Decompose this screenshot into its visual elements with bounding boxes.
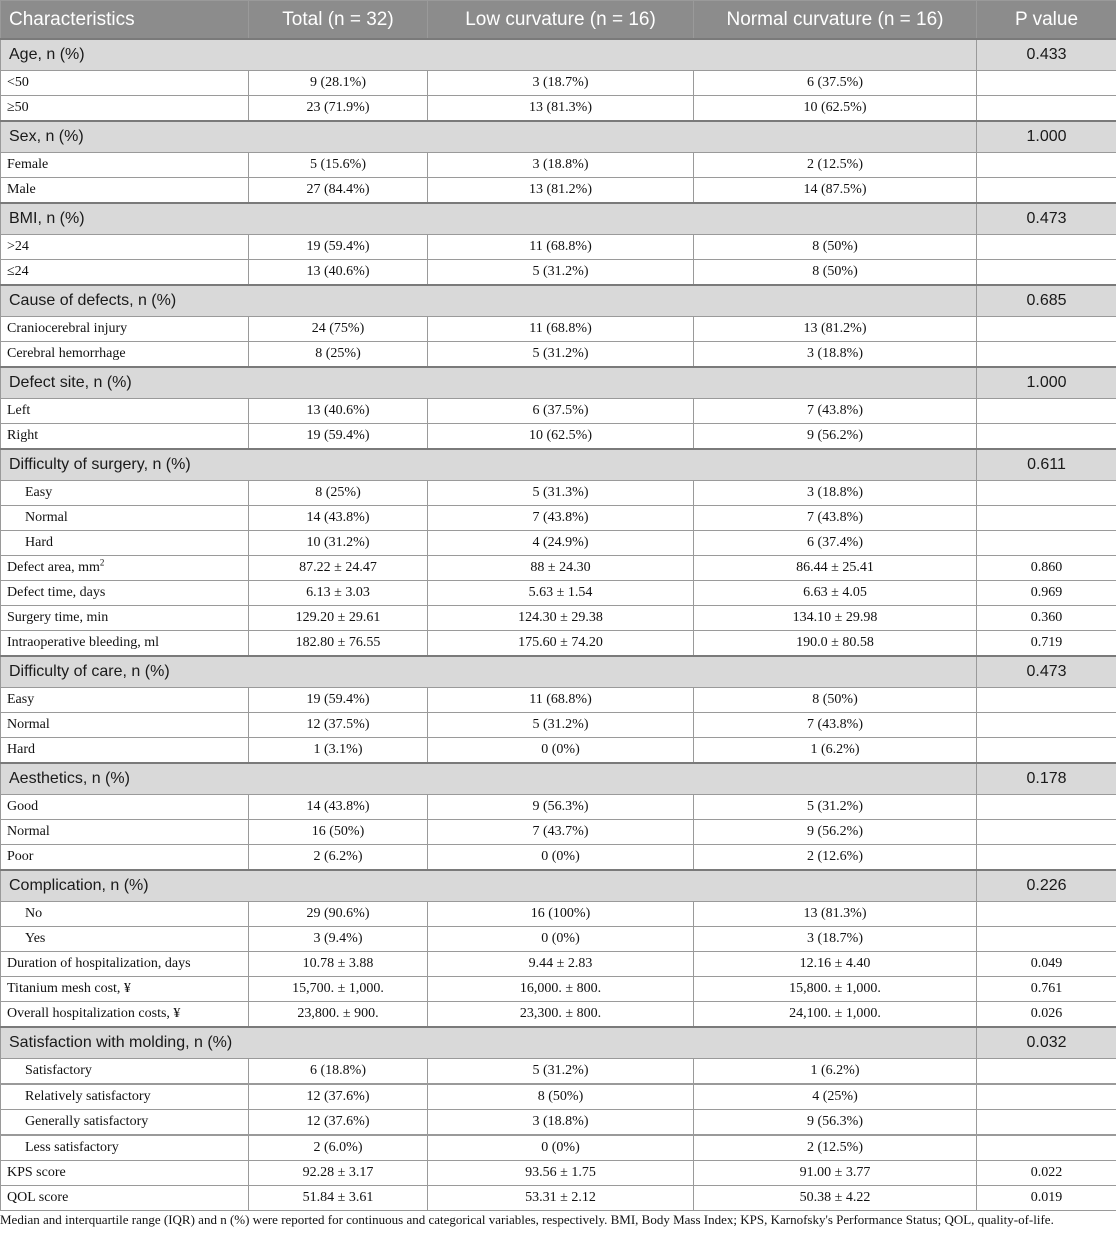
table-row: [1, 260, 1116, 286]
table-row: [1, 1186, 1116, 1211]
total-cell: 182.80 ± 76.55: [249, 631, 428, 657]
row-label-superscript: 2: [99, 557, 105, 568]
row-label-text: Generally satisfactory: [25, 1114, 149, 1129]
p-value-cell: 0.719: [977, 631, 1116, 657]
table-row: [1, 845, 1116, 871]
section-p-value: 0.433: [977, 39, 1116, 71]
row-label: [1, 506, 249, 531]
total-cell: 12 (37.6%): [249, 1110, 428, 1136]
p-value-cell: [977, 820, 1116, 845]
normal-curvature-cell: 7 (43.8%): [694, 506, 977, 531]
section-p-value: 0.032: [977, 1027, 1116, 1059]
p-value-cell: [977, 260, 1116, 286]
total-cell: 24 (75%): [249, 317, 428, 342]
table-row: [1, 631, 1116, 657]
normal-curvature-cell: 8 (50%): [694, 688, 977, 713]
p-value-cell: [977, 845, 1116, 871]
p-value-cell: [977, 531, 1116, 556]
p-value-cell: [977, 342, 1116, 368]
section-row: [1, 203, 1116, 235]
row-label: [1, 1059, 249, 1085]
p-value-cell: 0.026: [977, 1002, 1116, 1028]
section-row: [1, 39, 1116, 71]
row-label: [1, 1135, 249, 1161]
low-curvature-cell: 5.63 ± 1.54: [428, 581, 694, 606]
row-label-text: Poor: [7, 849, 34, 864]
row-label-text: Easy: [7, 692, 35, 707]
low-curvature-cell: 0 (0%): [428, 845, 694, 871]
p-value-cell: [977, 1084, 1116, 1110]
total-cell: 10.78 ± 3.88: [249, 952, 428, 977]
low-curvature-cell: 5 (31.2%): [428, 1059, 694, 1085]
total-cell: 51.84 ± 3.61: [249, 1186, 428, 1211]
p-value-cell: 0.022: [977, 1161, 1116, 1186]
table-row: [1, 606, 1116, 631]
p-value-cell: 0.969: [977, 581, 1116, 606]
section-row: [1, 870, 1116, 902]
p-value-cell: [977, 795, 1116, 820]
section-label: Difficulty of surgery, n (%): [1, 449, 977, 481]
row-label: [1, 260, 249, 286]
total-cell: 15,700. ± 1,000.: [249, 977, 428, 1002]
row-label-text: Surgery time, min: [7, 610, 109, 625]
header-total: Total (n = 32): [249, 1, 428, 40]
normal-curvature-cell: 9 (56.2%): [694, 424, 977, 450]
total-cell: 19 (59.4%): [249, 688, 428, 713]
low-curvature-cell: 7 (43.8%): [428, 506, 694, 531]
normal-curvature-cell: 2 (12.5%): [694, 153, 977, 178]
section-p-value: 0.473: [977, 203, 1116, 235]
row-label-text: Defect area, mm: [7, 560, 100, 575]
p-value-cell: [977, 424, 1116, 450]
low-curvature-cell: 88 ± 24.30: [428, 556, 694, 581]
low-curvature-cell: 13 (81.3%): [428, 96, 694, 122]
row-label-text: Intraoperative bleeding, ml: [7, 635, 159, 650]
header-row: [1, 1, 1116, 40]
row-label: [1, 178, 249, 204]
row-label: [1, 481, 249, 506]
p-value-cell: [977, 902, 1116, 927]
total-cell: 23 (71.9%): [249, 96, 428, 122]
section-row: [1, 656, 1116, 688]
low-curvature-cell: 9 (56.3%): [428, 795, 694, 820]
table-row: [1, 506, 1116, 531]
table-row: [1, 342, 1116, 368]
row-label-text: Cerebral hemorrhage: [7, 346, 126, 361]
total-cell: 16 (50%): [249, 820, 428, 845]
low-curvature-cell: 11 (68.8%): [428, 688, 694, 713]
p-value-cell: [977, 481, 1116, 506]
row-label: [1, 556, 249, 581]
table-row: [1, 481, 1116, 506]
low-curvature-cell: 11 (68.8%): [428, 235, 694, 260]
row-label: [1, 153, 249, 178]
total-cell: 8 (25%): [249, 342, 428, 368]
row-label-text: Female: [7, 157, 49, 172]
low-curvature-cell: 3 (18.7%): [428, 71, 694, 96]
low-curvature-cell: 4 (24.9%): [428, 531, 694, 556]
low-curvature-cell: 11 (68.8%): [428, 317, 694, 342]
low-curvature-cell: 5 (31.3%): [428, 481, 694, 506]
row-label: [1, 399, 249, 424]
table-row: [1, 977, 1116, 1002]
p-value-cell: [977, 71, 1116, 96]
table-row: [1, 531, 1116, 556]
normal-curvature-cell: 134.10 ± 29.98: [694, 606, 977, 631]
total-cell: 14 (43.8%): [249, 795, 428, 820]
table-row: [1, 235, 1116, 260]
row-label-text: ≤24: [7, 264, 29, 279]
row-label: [1, 1161, 249, 1186]
row-label: [1, 902, 249, 927]
total-cell: 29 (90.6%): [249, 902, 428, 927]
p-value-cell: [977, 927, 1116, 952]
p-value-cell: 0.049: [977, 952, 1116, 977]
table-row: [1, 71, 1116, 96]
low-curvature-cell: 3 (18.8%): [428, 1110, 694, 1136]
section-row: [1, 449, 1116, 481]
row-label-text: QOL score: [7, 1190, 69, 1205]
low-curvature-cell: 16,000. ± 800.: [428, 977, 694, 1002]
table-row: [1, 556, 1116, 581]
total-cell: 5 (15.6%): [249, 153, 428, 178]
table-row: [1, 795, 1116, 820]
row-label: [1, 845, 249, 871]
p-value-cell: [977, 1059, 1116, 1085]
total-cell: 8 (25%): [249, 481, 428, 506]
normal-curvature-cell: 1 (6.2%): [694, 1059, 977, 1085]
p-value-cell: 0.860: [977, 556, 1116, 581]
row-label-text: Relatively satisfactory: [25, 1089, 151, 1104]
section-p-value: 1.000: [977, 367, 1116, 399]
row-label: [1, 606, 249, 631]
row-label-text: Normal: [25, 510, 68, 525]
normal-curvature-cell: 6 (37.5%): [694, 71, 977, 96]
low-curvature-cell: 5 (31.2%): [428, 713, 694, 738]
row-label-text: Overall hospitalization costs, ¥: [7, 1006, 181, 1021]
header-normal-curvature: Normal curvature (n = 16): [694, 1, 977, 40]
total-cell: 6 (18.8%): [249, 1059, 428, 1085]
total-cell: 10 (31.2%): [249, 531, 428, 556]
table-row: [1, 424, 1116, 450]
header-low-curvature: Low curvature (n = 16): [428, 1, 694, 40]
low-curvature-cell: 23,300. ± 800.: [428, 1002, 694, 1028]
normal-curvature-cell: 10 (62.5%): [694, 96, 977, 122]
normal-curvature-cell: 14 (87.5%): [694, 178, 977, 204]
row-label-text: Easy: [25, 485, 53, 500]
row-label: [1, 424, 249, 450]
total-cell: 19 (59.4%): [249, 424, 428, 450]
row-label: [1, 1084, 249, 1110]
p-value-cell: [977, 235, 1116, 260]
table-row: [1, 1059, 1116, 1085]
table-row: [1, 902, 1116, 927]
row-label: [1, 738, 249, 764]
row-label: [1, 631, 249, 657]
normal-curvature-cell: 9 (56.2%): [694, 820, 977, 845]
normal-curvature-cell: 190.0 ± 80.58: [694, 631, 977, 657]
normal-curvature-cell: 8 (50%): [694, 260, 977, 286]
normal-curvature-cell: 6 (37.4%): [694, 531, 977, 556]
section-label: Sex, n (%): [1, 121, 977, 153]
low-curvature-cell: 0 (0%): [428, 1135, 694, 1161]
row-label: [1, 1110, 249, 1136]
total-cell: 87.22 ± 24.47: [249, 556, 428, 581]
low-curvature-cell: 5 (31.2%): [428, 342, 694, 368]
table-row: [1, 820, 1116, 845]
table-row: [1, 1002, 1116, 1028]
row-label-text: Hard: [7, 742, 35, 757]
p-value-cell: 0.019: [977, 1186, 1116, 1211]
normal-curvature-cell: 3 (18.8%): [694, 342, 977, 368]
table-row: [1, 581, 1116, 606]
low-curvature-cell: 7 (43.7%): [428, 820, 694, 845]
normal-curvature-cell: 2 (12.5%): [694, 1135, 977, 1161]
low-curvature-cell: 6 (37.5%): [428, 399, 694, 424]
row-label: [1, 1186, 249, 1211]
section-label: Defect site, n (%): [1, 367, 977, 399]
row-label-text: Normal: [7, 717, 50, 732]
normal-curvature-cell: 4 (25%): [694, 1084, 977, 1110]
table-row: [1, 952, 1116, 977]
row-label-text: Craniocerebral injury: [7, 321, 128, 336]
normal-curvature-cell: 13 (81.3%): [694, 902, 977, 927]
row-label-text: Defect time, days: [7, 585, 106, 600]
row-label-text: >24: [7, 239, 29, 254]
total-cell: 14 (43.8%): [249, 506, 428, 531]
p-value-cell: [977, 713, 1116, 738]
total-cell: 27 (84.4%): [249, 178, 428, 204]
low-curvature-cell: 3 (18.8%): [428, 153, 694, 178]
section-row: [1, 121, 1116, 153]
low-curvature-cell: 8 (50%): [428, 1084, 694, 1110]
section-p-value: 0.178: [977, 763, 1116, 795]
normal-curvature-cell: 13 (81.2%): [694, 317, 977, 342]
table-row: [1, 317, 1116, 342]
section-label: Complication, n (%): [1, 870, 977, 902]
normal-curvature-cell: 12.16 ± 4.40: [694, 952, 977, 977]
normal-curvature-cell: 7 (43.8%): [694, 399, 977, 424]
row-label-text: Satisfactory: [25, 1063, 92, 1078]
normal-curvature-cell: 86.44 ± 25.41: [694, 556, 977, 581]
row-label: [1, 688, 249, 713]
total-cell: 19 (59.4%): [249, 235, 428, 260]
total-cell: 6.13 ± 3.03: [249, 581, 428, 606]
row-label: [1, 795, 249, 820]
table-row: [1, 1135, 1116, 1161]
table-row: [1, 713, 1116, 738]
p-value-cell: [977, 178, 1116, 204]
section-p-value: 1.000: [977, 121, 1116, 153]
section-label: Aesthetics, n (%): [1, 763, 977, 795]
total-cell: 13 (40.6%): [249, 260, 428, 286]
total-cell: 12 (37.6%): [249, 1084, 428, 1110]
low-curvature-cell: 175.60 ± 74.20: [428, 631, 694, 657]
row-label-text: Titanium mesh cost, ¥: [7, 981, 131, 996]
row-label: [1, 713, 249, 738]
row-label-text: <50: [7, 75, 29, 90]
normal-curvature-cell: 6.63 ± 4.05: [694, 581, 977, 606]
table-row: [1, 688, 1116, 713]
p-value-cell: [977, 399, 1116, 424]
section-row: [1, 285, 1116, 317]
normal-curvature-cell: 3 (18.7%): [694, 927, 977, 952]
row-label-text: Duration of hospitalization, days: [7, 956, 191, 971]
section-label: BMI, n (%): [1, 203, 977, 235]
p-value-cell: [977, 688, 1116, 713]
table-body: [1, 39, 1116, 1211]
table-row: [1, 927, 1116, 952]
p-value-cell: [977, 506, 1116, 531]
normal-curvature-cell: 15,800. ± 1,000.: [694, 977, 977, 1002]
row-label-text: Yes: [25, 931, 46, 946]
low-curvature-cell: 16 (100%): [428, 902, 694, 927]
total-cell: 1 (3.1%): [249, 738, 428, 764]
p-value-cell: [977, 96, 1116, 122]
section-p-value: 0.226: [977, 870, 1116, 902]
row-label: [1, 977, 249, 1002]
low-curvature-cell: 0 (0%): [428, 738, 694, 764]
p-value-cell: 0.761: [977, 977, 1116, 1002]
total-cell: 9 (28.1%): [249, 71, 428, 96]
low-curvature-cell: 13 (81.2%): [428, 178, 694, 204]
normal-curvature-cell: 2 (12.6%): [694, 845, 977, 871]
table-row: [1, 1084, 1116, 1110]
normal-curvature-cell: 5 (31.2%): [694, 795, 977, 820]
low-curvature-cell: 9.44 ± 2.83: [428, 952, 694, 977]
table-row: [1, 1161, 1116, 1186]
row-label-text: Right: [7, 428, 39, 443]
low-curvature-cell: 5 (31.2%): [428, 260, 694, 286]
row-label-text: Good: [7, 799, 39, 814]
normal-curvature-cell: 3 (18.8%): [694, 481, 977, 506]
normal-curvature-cell: 91.00 ± 3.77: [694, 1161, 977, 1186]
normal-curvature-cell: 50.38 ± 4.22: [694, 1186, 977, 1211]
p-value-cell: [977, 738, 1116, 764]
p-value-cell: 0.360: [977, 606, 1116, 631]
total-cell: 23,800. ± 900.: [249, 1002, 428, 1028]
table-row: [1, 153, 1116, 178]
normal-curvature-cell: 9 (56.3%): [694, 1110, 977, 1136]
row-label-text: Left: [7, 403, 31, 418]
p-value-cell: [977, 317, 1116, 342]
table-footnote: Median and interquartile range (IQR) and n (%) were reported for continuous and categorical variables, respectively. BMI, Body Mass Index; KPS, Karnofsky's Performance Status; QOL, quality-of-life.: [0, 1212, 1054, 1227]
row-label: [1, 96, 249, 122]
row-label-text: Hard: [25, 535, 53, 550]
normal-curvature-cell: 7 (43.8%): [694, 713, 977, 738]
row-label-text: Normal: [7, 824, 50, 839]
row-label: [1, 581, 249, 606]
total-cell: 13 (40.6%): [249, 399, 428, 424]
row-label-text: Less satisfactory: [25, 1140, 119, 1155]
table-row: [1, 738, 1116, 764]
row-label: [1, 317, 249, 342]
row-label: [1, 927, 249, 952]
total-cell: 3 (9.4%): [249, 927, 428, 952]
section-label: Cause of defects, n (%): [1, 285, 977, 317]
total-cell: 2 (6.0%): [249, 1135, 428, 1161]
section-row: [1, 367, 1116, 399]
low-curvature-cell: 53.31 ± 2.12: [428, 1186, 694, 1211]
table-row: [1, 1110, 1116, 1136]
row-label: [1, 235, 249, 260]
normal-curvature-cell: 24,100. ± 1,000.: [694, 1002, 977, 1028]
total-cell: 2 (6.2%): [249, 845, 428, 871]
row-label: [1, 342, 249, 368]
row-label: [1, 820, 249, 845]
low-curvature-cell: 10 (62.5%): [428, 424, 694, 450]
normal-curvature-cell: 8 (50%): [694, 235, 977, 260]
p-value-cell: [977, 1135, 1116, 1161]
low-curvature-cell: 124.30 ± 29.38: [428, 606, 694, 631]
total-cell: 92.28 ± 3.17: [249, 1161, 428, 1186]
row-label: [1, 952, 249, 977]
section-label: Satisfaction with molding, n (%): [1, 1027, 977, 1059]
low-curvature-cell: 0 (0%): [428, 927, 694, 952]
row-label: [1, 531, 249, 556]
section-row: [1, 1027, 1116, 1059]
table-row: [1, 399, 1116, 424]
row-label-text: KPS score: [7, 1165, 66, 1180]
row-label-text: No: [25, 906, 43, 921]
total-cell: 12 (37.5%): [249, 713, 428, 738]
section-p-value: 0.611: [977, 449, 1116, 481]
header-characteristics: Characteristics: [1, 1, 249, 40]
p-value-cell: [977, 153, 1116, 178]
row-label-text: Male: [7, 182, 36, 197]
section-label: Age, n (%): [1, 39, 977, 71]
row-label-text: ≥50: [7, 100, 29, 115]
section-label: Difficulty of care, n (%): [1, 656, 977, 688]
table-row: [1, 96, 1116, 122]
normal-curvature-cell: 1 (6.2%): [694, 738, 977, 764]
p-value-cell: [977, 1110, 1116, 1136]
row-label: [1, 1002, 249, 1028]
total-cell: 129.20 ± 29.61: [249, 606, 428, 631]
header-p-value: P value: [977, 1, 1116, 40]
low-curvature-cell: 93.56 ± 1.75: [428, 1161, 694, 1186]
section-row: [1, 763, 1116, 795]
section-p-value: 0.473: [977, 656, 1116, 688]
row-label: [1, 71, 249, 96]
section-p-value: 0.685: [977, 285, 1116, 317]
table-row: [1, 178, 1116, 204]
